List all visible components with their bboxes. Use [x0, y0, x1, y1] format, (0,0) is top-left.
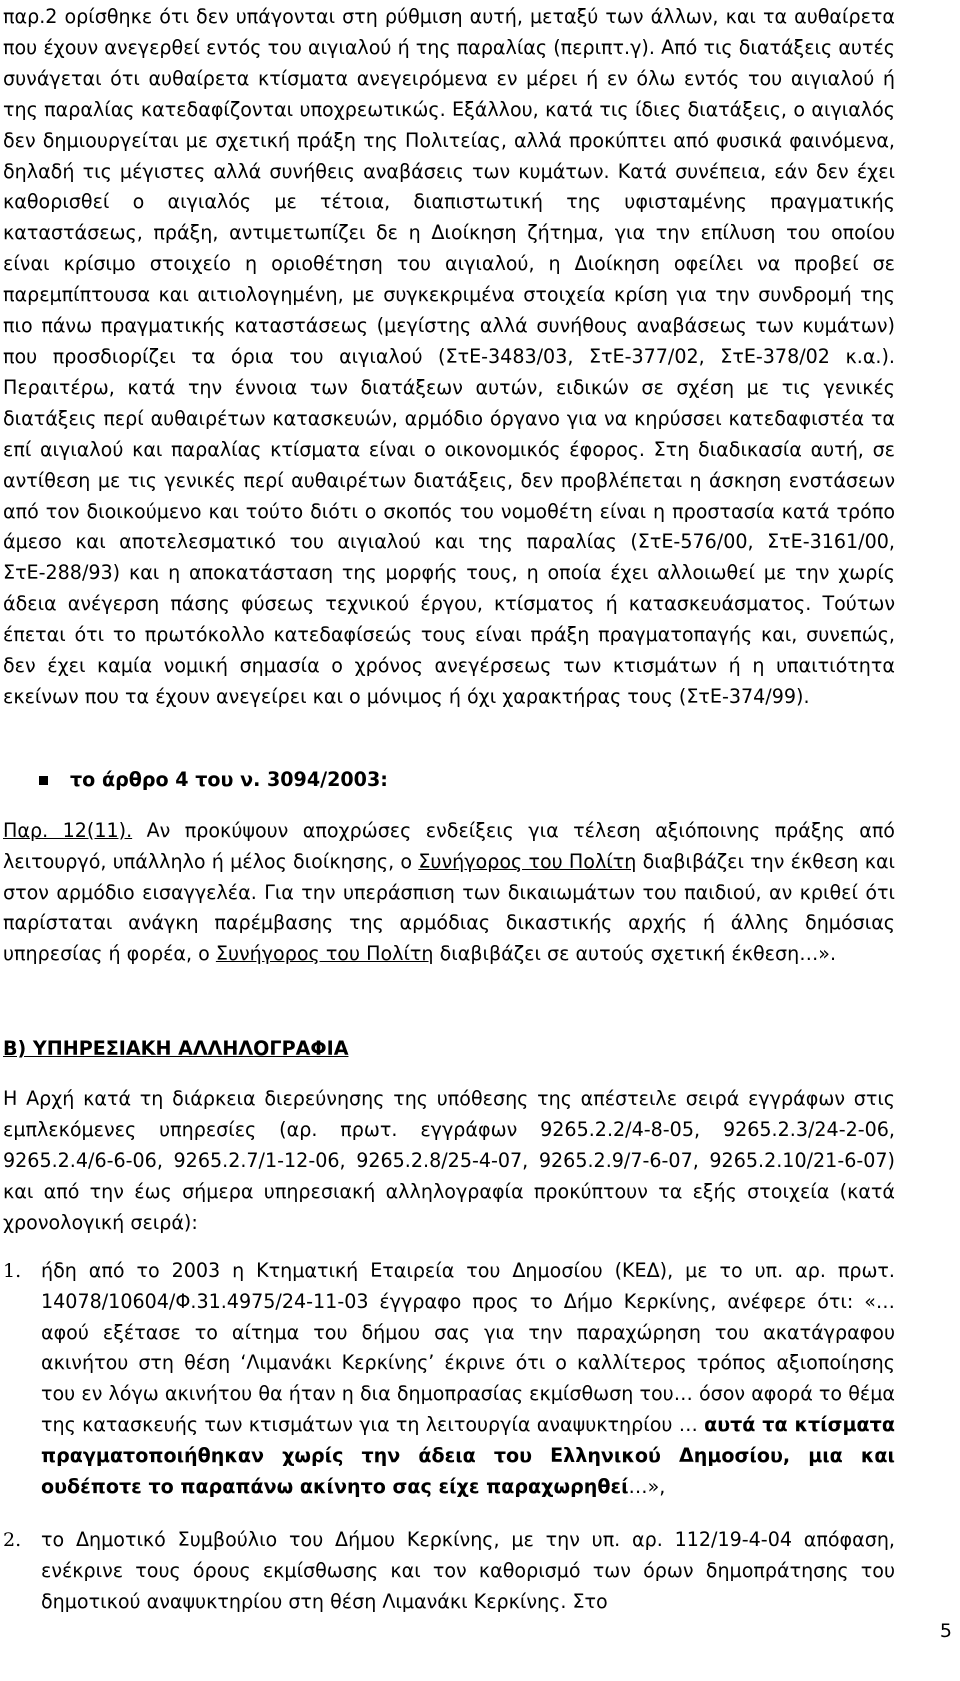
- section-heading: Β) ΥΠΗΡΕΣΙΑΚΗ ΑΛΛΗΛΟΓΡΑΦΙΑ: [3, 1037, 349, 1061]
- intro-sentence-7: Τούτων έπεται ότι το πρωτόκολλο κατεδαφίσεώς τους είναι πράξη πραγματοπαγής και, συνεπώς, δεν έχει καμία νομική σημασία ο χρόνος ανεγέρσεως των κτισμάτων ή η υπαιτιότητα εκείνων που τα έχουν ανεγείρει και ο μόνιμος ή όχι χαρακτήρας τους (ΣτΕ-374/99).: [3, 592, 895, 708]
- law-bullet-label: το άρθρο 4 του ν. 3094/2003:: [70, 767, 388, 791]
- list-item-number: 1.: [3, 1258, 22, 1282]
- list-item-bold-quote: αυτά τα κτίσματα πραγματοποιήθηκαν χωρίς την άδεια του Ελληνικού Δημοσίου, μια και ουδέποτε το παραπάνω ακίνητο σας είχε παραχωρηθεί: [41, 1413, 895, 1499]
- intro-sentence-1: παρ.2 ορίσθηκε ότι δεν υπάγονται στη ρύθμιση αυτή, μεταξύ των άλλων, και τα αυθαίρετα που έχουν ανεγερθεί εντός του αιγιαλού ή της παραλίας (περιπτ.γ).: [3, 5, 895, 59]
- list-item-quote: «…αφού εξέτασε το αίτημα του δήμου σας για την παραχώρηση του ακατάγραφου ακινήτου στη θέση ‘Λιμανάκι Κερκίνης’ έκρινε ότι ο καλλίτερος τρόπος αξιοποίησης του εν λόγω ακινήτου θα ήταν η δια δημοπρασίας εκμίσθωση του… όσον αφορά το θέμα της κατασκευής των κτισμάτων για τη λειτουργία αναψυκτηρίου …: [41, 1289, 895, 1437]
- advocate-name-1: Συνήγορος του Πολίτη: [418, 849, 637, 873]
- intro-sentence-2: Από τις διατάξεις αυτές συνάγεται ότι αυθαίρετα κτίσματα ανεγειρόμενα εν μέρει ή εν όλω εντός του αιγιαλού ή της παραλίας κατεδαφίζονται υποχρεωτικώς.: [3, 35, 895, 121]
- list-item: [3, 1256, 895, 1503]
- article-reference: Παρ. 12(11).: [3, 818, 133, 842]
- list-item-text-part: ήδη από το 2003 η Κτηματική Εταιρεία του Δημοσίου (ΚΕΔ), με το υπ. αρ. πρωτ. 14078/10604/Φ.31.4975/24-11-03 έγγραφο προς το Δήμο Κερκίνης, ανέφερε ότι:: [41, 1258, 895, 1313]
- advocate-name-2: Συνήγορος του Πολίτη: [215, 942, 434, 966]
- intro-paragraph: [3, 0, 895, 713]
- section-body: Η Αρχή κατά τη διάρκεια διερεύνησης της υπόθεσης της απέστειλε σειρά εγγράφων στις εμπλεκόμενες υπηρεσίες (αρ. πρωτ. εγγράφων 9265.2.2/4-8-05, 9265.2.3/24-2-06, 9265.2.4/6-6-06, 9265.2.7/1-12-06, 9265.2.8/25-4-07, 9265.2.9/7-6-07, 9265.2.10/21-6-07) και από την έως σήμερα υπηρεσιακή αλληλογραφία προκύπτουν τα εξής στοιχεία (κατά χρονολογική σειρά):: [3, 1087, 895, 1234]
- square-bullet-icon: [39, 776, 48, 785]
- article-sentence-1: Αν προκύψουν αποχρώσες ενδείξεις για τέλεση αξιόποινης πράξης από λειτουργό, υπάλληλο ή μέλος διοίκησης, ο: [3, 818, 895, 873]
- list-item-quote-end: …»,: [628, 1475, 666, 1499]
- law-bullet: [3, 765, 895, 796]
- intro-sentence-3: Εξάλλου, κατά τις ίδιες διατάξεις, ο αιγιαλός δεν δημιουργείται με σχετική πράξη της Πολιτείας, αλλά προκύπτει από φυσικά φαινόμενα, δηλαδή τις μέγιστες αλλά συνήθεις αναβάσεις των κυμάτων.: [3, 97, 895, 183]
- list-item-text: [41, 1256, 895, 1503]
- intro-sentence-6: Στη διαδικασία αυτή, σε αντίθεση με τις γενικές περί αυθαιρέτων διατάξεις, δεν προβλέπεται η άσκηση ενστάσεων από τον διοικούμενο και τούτο διότι ο σκοπός του νομοθέτη είναι η προστασία κατά τρόπο άμεσο και αποτελεσματικό του αιγιαλού και της παραλίας (ΣτΕ-576/00, ΣτΕ-3161/00, ΣτΕ-288/93) και η αποκατάσταση της μορφής τους, η οποία έχει αλλοιωθεί με την χωρίς άδεια ανέγερση πάσης φύσεως τεχνικού έργου, κτίσματος ή κατασκευάσματος.: [3, 437, 895, 616]
- document-page: [3, 0, 895, 1618]
- list-item-number: 2.: [3, 1527, 22, 1551]
- intro-sentence-5: Περαιτέρω, κατά την έννοια των διατάξεων αυτών, ειδικών σε σχέση με τις γενικές διατάξεις περί αυθαιρέτων κατασκευών, αρμόδιο όργανο για να κηρύσσει κατεδαφιστέα τα επί αιγιαλού και παραλίας κτίσματα είναι ο οικονομικός έφορος.: [3, 375, 895, 461]
- article-sentence-3: Για την υπεράσπιση των δικαιωμάτων του παιδιού, αν κριθεί ότι παρίσταται ανάγκη παρέμβασης της αρμόδιας δικαστικής αρχής ή άλλης δημόσιας υπηρεσίας ή φορέα, ο: [3, 880, 896, 966]
- article-sentence-4: διαβιβάζει σε αυτούς σχετική έκθεση…».: [433, 942, 837, 966]
- page-number: 5: [939, 1620, 952, 1642]
- intro-sentence-4: Κατά συνέπεια, εάν δεν έχει καθορισθεί ο αιγιαλός με τέτοια, διαπιστωτική της υφισταμένης πραγματικής καταστάσεως, πράξη, αντιμετωπίζει δε η Διοίκηση ζήτημα, για την επίλυση του οποίου είναι κρίσιμο στοιχείο η οριοθέτηση του αιγιαλού, η Διοίκηση οφείλει να προβεί σε παρεμπίπτουσα και αιτιολογημένη, με συγκεκριμένα στοιχεία κρίση για την συνδρομή της πιο πάνω πραγματικής καταστάσεως (μεγίστης αλλά συνήθους αναβάσεως των κυμάτων) που προσδιορίζει τα όρια του αιγιαλού (ΣτΕ-3483/03, ΣτΕ-377/02, ΣτΕ-378/02 κ.α.).: [3, 159, 895, 368]
- article-paragraph: [3, 816, 895, 971]
- list-item: [3, 1525, 895, 1618]
- article-sentence-2: διαβιβάζει την έκθεση και στον αρμόδιο εισαγγελέα.: [3, 849, 895, 904]
- list-item-text: το Δημοτικό Συμβούλιο του Δήμου Κερκίνης, με την υπ. αρ. 112/19-4-04 απόφαση, ενέκρινε τους όρους εκμίσθωσης και τον καθορισμό των όρων δημοπράτησης του δημοτικού αναψυκτηρίου στη θέση Λιμανάκι Κερκίνης. Στο: [41, 1527, 895, 1613]
